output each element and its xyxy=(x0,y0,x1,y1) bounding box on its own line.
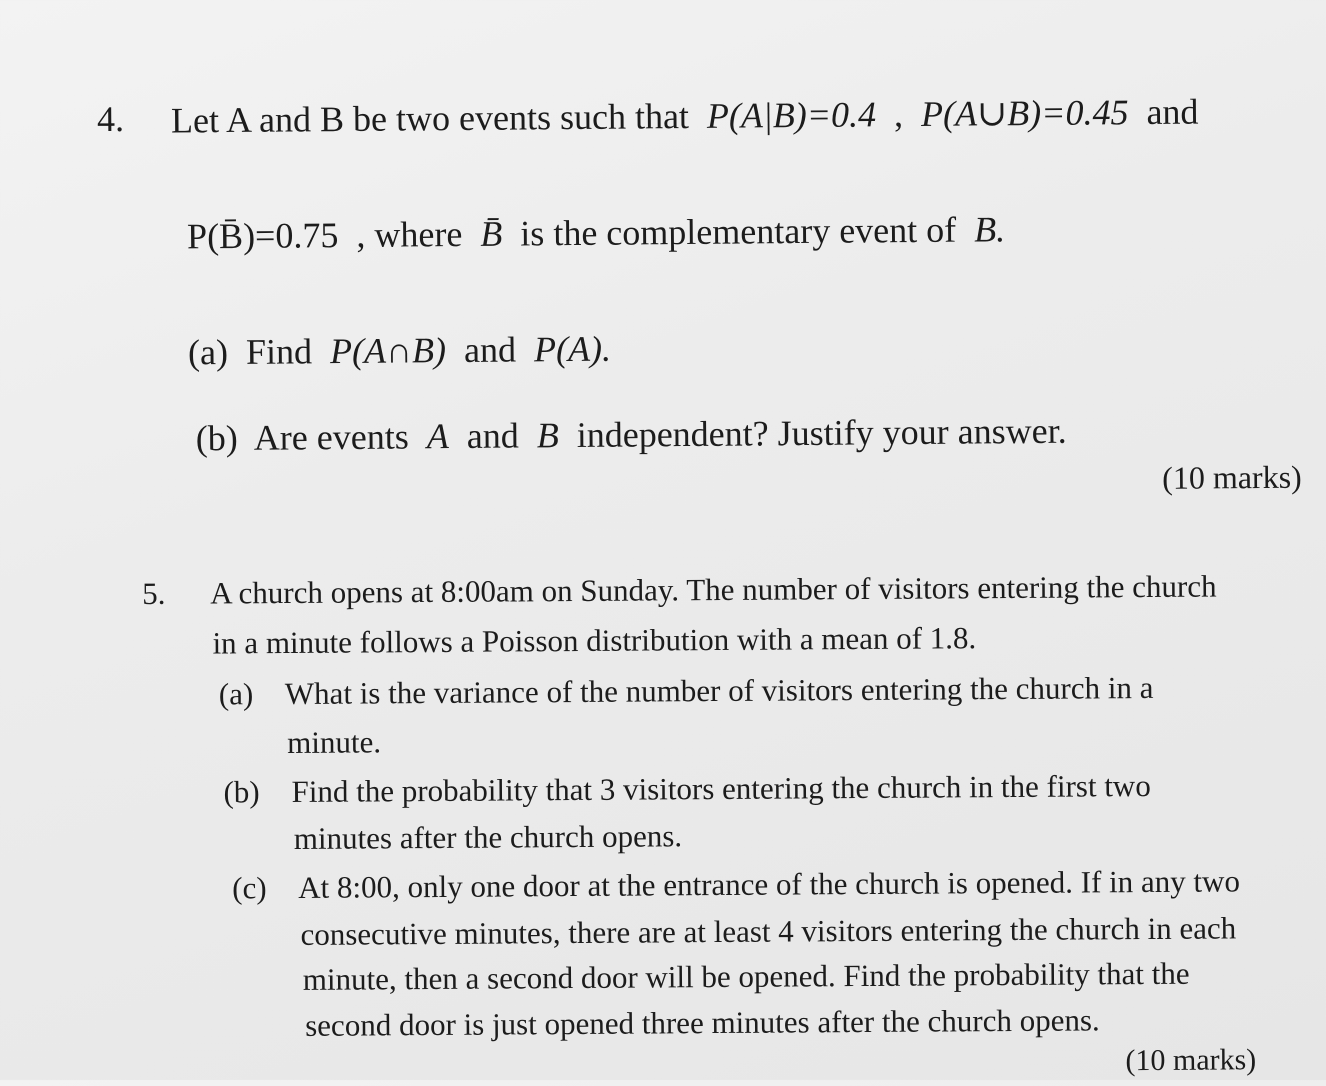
q5-b-line2: minutes after the church opens. xyxy=(293,818,683,856)
q5-stem-line1: A church opens at 8:00am on Sunday. The number of visitors entering the church xyxy=(210,568,1217,611)
q5-c-line3: minute, then a second door will be opened. Find the probability that the xyxy=(302,955,1190,997)
q4-a-label: (a) xyxy=(187,332,229,373)
q4-stem-text: Let A and B be two events such that xyxy=(170,95,690,141)
q5-c-line2: consecutive minutes, there are at least 4 visitors entering the church in each xyxy=(300,910,1237,952)
q4-cond-union: P(A∪B)=0.45 xyxy=(920,92,1129,134)
q4-b-event-a: A xyxy=(426,416,449,457)
q4-a-pa: P(A). xyxy=(533,328,612,370)
q4-b-text1: Are events xyxy=(253,416,409,458)
q4-a-intersection: P(A∩B) xyxy=(329,330,447,372)
q4-stem-line2 xyxy=(187,209,1005,256)
q5-stem-line2: in a minute follows a Poisson distribution with a mean of 1.8. xyxy=(212,620,977,661)
q5-c-line4: second door is just opened three minutes after the church opens. xyxy=(305,1002,1100,1043)
q4-cond-conditional: P(A|B)=0.4 xyxy=(706,94,877,136)
q5-a-line1: What is the variance of the number of visitors entering the church in a xyxy=(284,669,1154,712)
q4-given-complement: P(B̄)=0.75 xyxy=(186,215,339,257)
q4-part-a xyxy=(188,329,611,373)
q4-stem-line1 xyxy=(171,92,1199,141)
q4-marks: (10 marks) xyxy=(1162,458,1302,496)
q4-a-and: and xyxy=(463,329,517,370)
q5-b-line1: Find the probability that 3 visitors entering the church in the first two xyxy=(291,767,1151,809)
q4-where: , where xyxy=(356,213,463,255)
q4-and: and xyxy=(1146,91,1199,132)
q4-a-text: Find xyxy=(245,331,313,372)
q4-bbar: B̄ xyxy=(480,213,503,254)
q4-b-text2: independent? Justify your answer. xyxy=(576,410,1067,455)
q5-a-line2: minute. xyxy=(287,724,382,761)
q4-part-b xyxy=(196,411,1067,459)
q4-b-symbol: B. xyxy=(973,209,1006,250)
q5-c-line1: At 8:00, only one door at the entrance of the church is opened. If in any two xyxy=(298,863,1241,905)
q4-b-and: and xyxy=(466,415,519,456)
q5-number: 5. xyxy=(142,575,166,612)
q5-c-label: (c) xyxy=(232,870,267,906)
q5-marks: (10 marks) xyxy=(1125,1043,1257,1078)
q5-b-label: (b) xyxy=(223,774,260,810)
q4-b-event-b: B xyxy=(536,415,559,456)
q4-b-label: (b) xyxy=(195,417,238,459)
q4-complement-text: is the complementary event of xyxy=(520,209,957,254)
q4-number: 4. xyxy=(96,98,125,140)
q4-separator: , xyxy=(893,94,904,135)
q5-a-label: (a) xyxy=(218,676,254,712)
